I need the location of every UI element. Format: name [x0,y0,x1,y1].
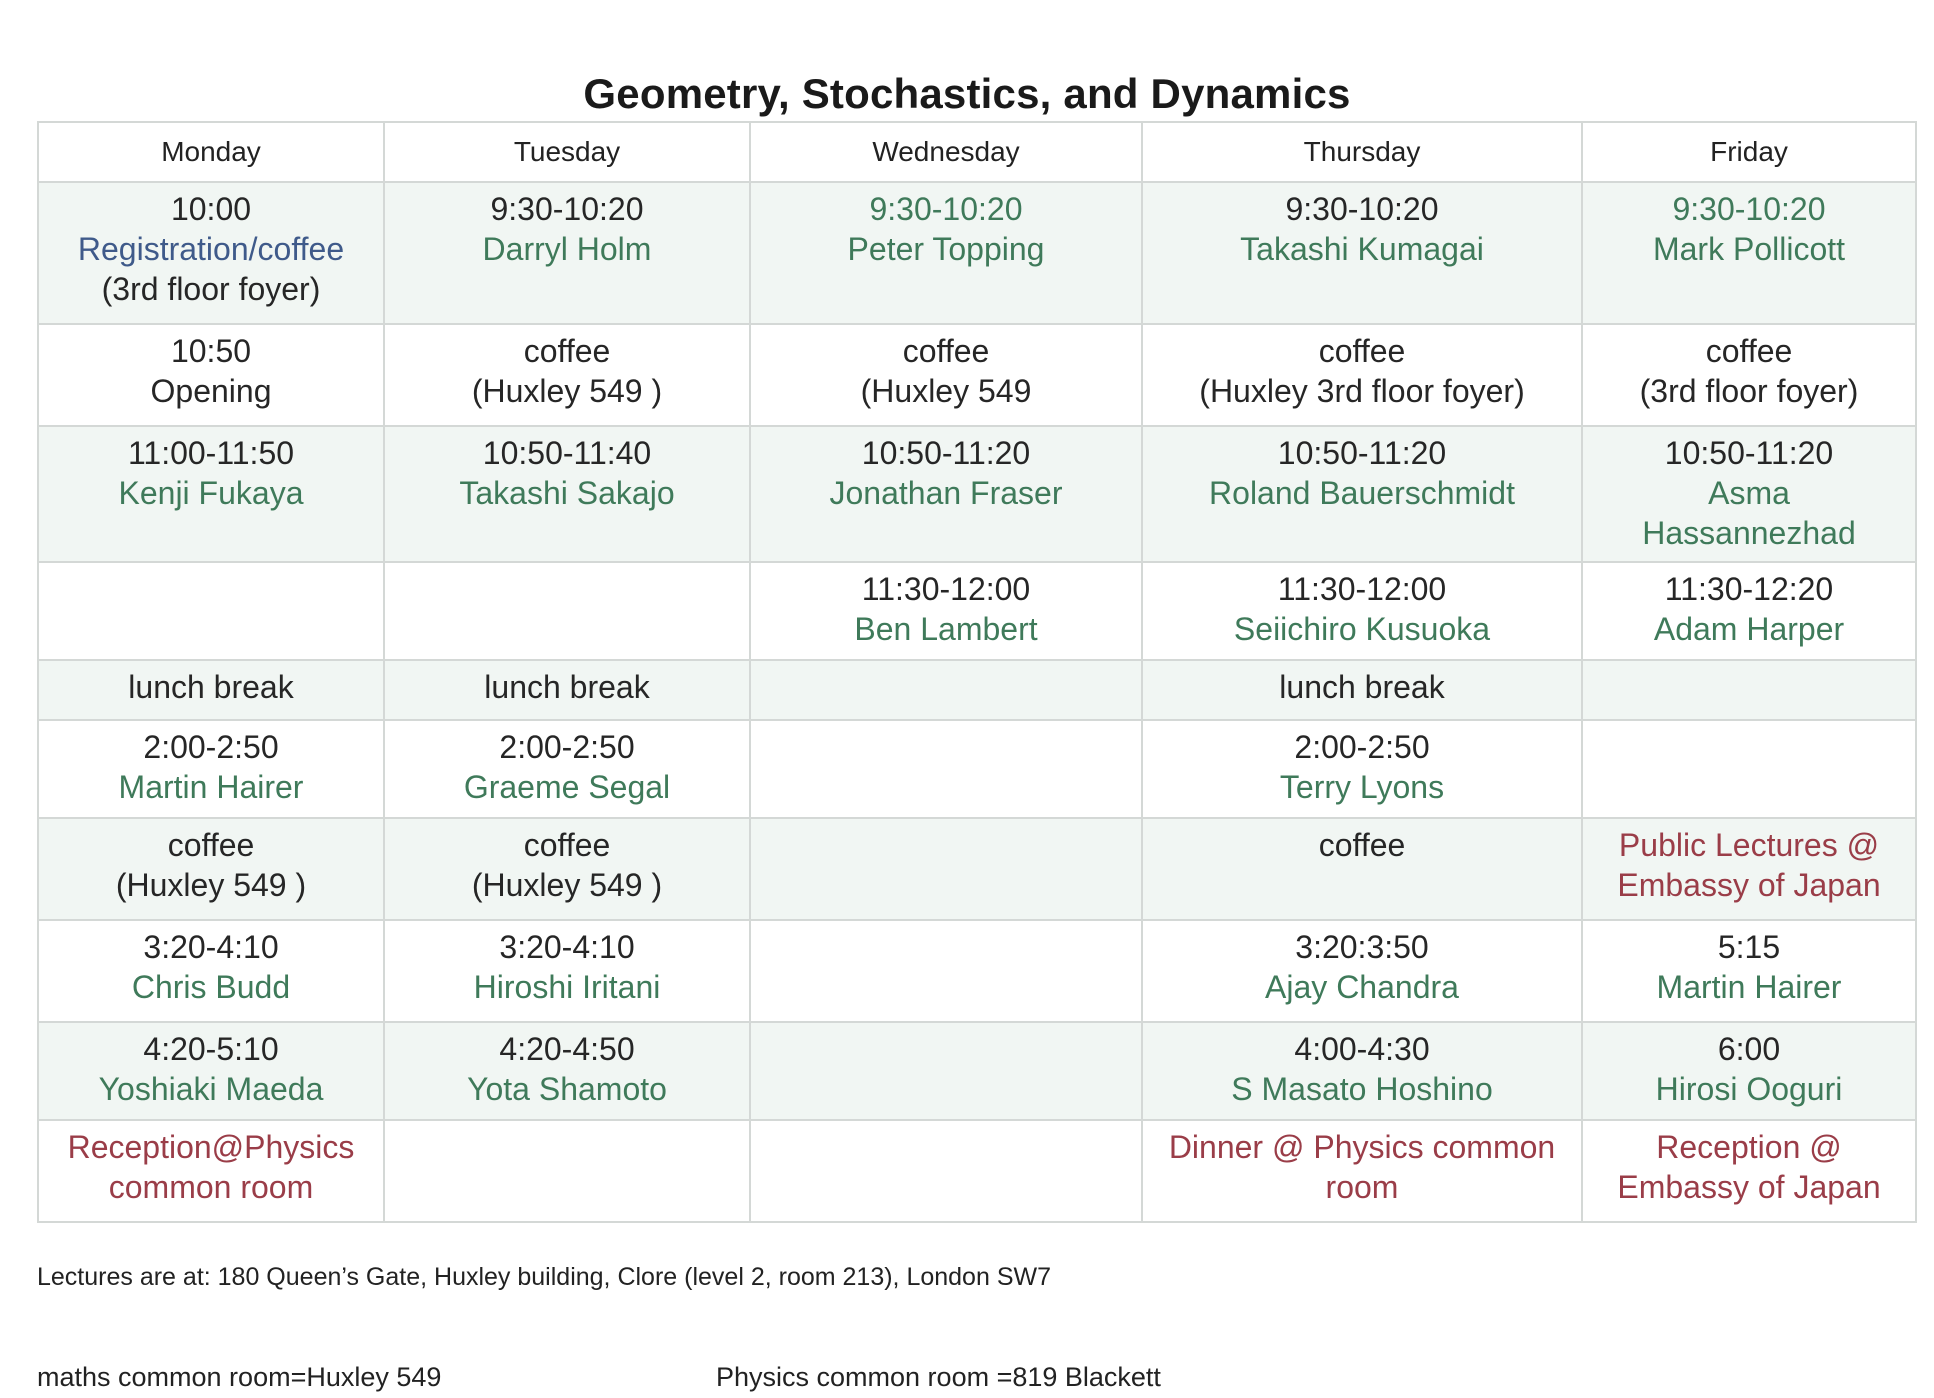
cell-content [1147,325,1577,411]
session-time: 2:00-2:50 [143,729,279,765]
cell-content [43,563,379,569]
schedule-cell-tuesday [384,182,750,324]
schedule-row [38,324,1916,426]
cell-content [755,819,1137,825]
schedule-cell-wednesday [750,660,1142,720]
cell-content [1587,427,1911,553]
schedule-cell-tuesday [384,818,750,920]
session-label: lunch break [484,669,650,705]
day-header-monday: Monday [38,122,384,182]
session-time: 3:20-4:10 [499,929,635,965]
day-header-thursday: Thursday [1142,122,1582,182]
schedule-table [37,121,1917,1223]
session-time: 10:00 [170,191,252,227]
speaker-name: Roland Bauerschmidt [1209,475,1515,511]
schedule-cell-wednesday [750,1120,1142,1222]
event-label: common room [108,1169,314,1205]
session-label: (Huxley 549 ) [471,373,663,409]
speaker-name: Darryl Holm [482,231,652,267]
cell-content [43,921,379,1007]
session-label: (Huxley 549 ) [471,867,663,903]
physics-common-room-note: Physics common room =819 Blackett [716,1362,1161,1392]
cell-content [755,325,1137,411]
cell-content [1587,661,1911,667]
cell-content [1587,721,1911,727]
session-label: (3rd floor foyer) [101,271,321,307]
speaker-name: Adam Harper [1653,611,1845,647]
cell-content [1147,563,1577,649]
cell-content [1587,1023,1911,1109]
cell-content [755,1023,1137,1029]
session-time: 9:30-10:20 [490,191,644,227]
session-label: (3rd floor foyer) [1639,373,1859,409]
cell-content [1147,1023,1577,1109]
schedule-cell-friday [1582,920,1916,1022]
session-label: coffee [523,827,611,863]
schedule-cell-tuesday [384,1022,750,1120]
cell-content [389,819,745,905]
event-label: Reception @ [1656,1129,1842,1165]
session-time: 9:30-10:20 [1285,191,1439,227]
maths-common-room-note: maths common room=Huxley 549 [37,1362,442,1392]
speaker-name: Graeme Segal [463,769,671,805]
cell-content [1147,183,1577,269]
cell-content [389,921,745,1007]
schedule-cell-friday [1582,324,1916,426]
speaker-name: Peter Topping [847,231,1045,267]
day-header-wednesday: Wednesday [750,122,1142,182]
schedule-row [38,920,1916,1022]
schedule-cell-monday [38,182,384,324]
speaker-name: Terry Lyons [1279,769,1445,805]
speaker-name: Mark Pollicott [1652,231,1846,267]
schedule-body [38,182,1916,1222]
cell-content [1587,325,1911,411]
schedule-cell-monday [38,720,384,818]
cell-content [43,1023,379,1109]
cell-content [389,1121,745,1127]
session-label: (Huxley 3rd floor foyer) [1199,373,1525,409]
schedule-row [38,182,1916,324]
schedule-cell-thursday [1142,1120,1582,1222]
cell-content [1587,563,1911,649]
schedule-cell-tuesday [384,660,750,720]
event-label: Embassy of Japan [1617,867,1881,903]
cell-content [755,721,1137,727]
schedule-cell-tuesday [384,562,750,660]
cell-content [1147,1121,1577,1207]
speaker-name: Ajay Chandra [1265,969,1459,1005]
session-time: 10:50-11:20 [861,435,1031,471]
cell-content [389,325,745,411]
event-label: Public Lectures @ [1618,827,1880,863]
schedule-cell-wednesday [750,324,1142,426]
schedule-cell-wednesday [750,818,1142,920]
schedule-cell-wednesday [750,720,1142,818]
event-label: Dinner @ Physics common [1168,1129,1556,1165]
cell-content [389,721,745,807]
speaker-name: Asma [1708,475,1790,511]
session-label: coffee [523,333,611,369]
session-time: 4:20-4:50 [499,1031,635,1067]
schedule-cell-friday [1582,720,1916,818]
schedule-cell-thursday [1142,324,1582,426]
schedule-cell-tuesday [384,1120,750,1222]
cell-content [1587,183,1911,269]
speaker-name: Jonathan Fraser [829,475,1063,511]
schedule-cell-friday [1582,660,1916,720]
cell-content [755,1121,1137,1127]
schedule-row [38,1022,1916,1120]
cell-content [755,427,1137,513]
cell-content [389,183,745,269]
speaker-name: Yota Shamoto [467,1071,667,1107]
cell-content [1147,427,1577,513]
day-header-row [38,122,1916,182]
schedule-cell-friday [1582,1120,1916,1222]
session-label: coffee [1318,333,1406,369]
cell-content [1147,661,1577,707]
session-label: lunch break [128,669,294,705]
cell-content [1147,921,1577,1007]
cell-content [43,427,379,513]
schedule-cell-wednesday [750,182,1142,324]
cell-content [1147,721,1577,807]
session-label: Opening [150,373,272,409]
session-time: 2:00-2:50 [1294,729,1430,765]
session-time: 5:15 [1717,929,1781,965]
schedule-row [38,426,1916,562]
cell-content [755,563,1137,649]
schedule-cell-thursday [1142,1022,1582,1120]
schedule-cell-thursday [1142,182,1582,324]
schedule-cell-thursday [1142,426,1582,562]
speaker-name: Hassannezhad [1642,515,1856,551]
venue-note: Lectures are at: 180 Queen’s Gate, Huxley building, Clore (level 2, room 213), London SW7 [37,1263,1051,1291]
session-label: 10:50 [170,333,252,369]
day-header-tuesday: Tuesday [384,122,750,182]
schedule-cell-friday [1582,1022,1916,1120]
session-time: 11:30-12:20 [1664,571,1834,607]
speaker-name: Kenji Fukaya [118,475,304,511]
session-time: 10:50-11:20 [1277,435,1447,471]
schedule-cell-friday [1582,182,1916,324]
session-time: 4:00-4:30 [1294,1031,1430,1067]
session-time: 10:50-11:20 [1664,435,1834,471]
cell-content [389,563,745,569]
event-label: Reception@Physics [67,1129,355,1165]
session-time: 6:00 [1717,1031,1781,1067]
cell-content [43,661,379,707]
cell-content [1587,1121,1911,1207]
cell-content [43,721,379,807]
schedule-row [38,818,1916,920]
cell-content [1147,819,1577,865]
speaker-name: 9:30-10:20 [1672,191,1826,227]
cell-content [389,427,745,513]
speaker-name: Martin Hairer [118,769,304,805]
schedule-cell-tuesday [384,324,750,426]
cell-content [755,921,1137,927]
session-time: 4:20-5:10 [143,1031,279,1067]
schedule-cell-wednesday [750,426,1142,562]
cell-content [1587,819,1911,905]
speaker-name: Martin Hairer [1656,969,1842,1005]
session-label: Registration/coffee [77,231,345,267]
session-label: (Huxley 549 ) [115,867,307,903]
schedule-cell-friday [1582,818,1916,920]
session-time: 10:50-11:40 [482,435,652,471]
speaker-name: Ben Lambert [854,611,1038,647]
cell-content [755,661,1137,667]
speaker-name: Hiroshi Iritani [473,969,661,1005]
session-time: 11:30-12:00 [1277,571,1447,607]
schedule-row [38,1120,1916,1222]
session-time: 2:00-2:50 [499,729,635,765]
schedule-cell-monday [38,1022,384,1120]
schedule-cell-monday [38,562,384,660]
schedule-cell-thursday [1142,562,1582,660]
cell-content [43,819,379,905]
cell-content [389,661,745,707]
speaker-name: Takashi Kumagai [1240,231,1484,267]
session-time: 11:00-11:50 [127,435,295,471]
speaker-name: S Masato Hoshino [1231,1071,1493,1107]
schedule-row [38,562,1916,660]
schedule-cell-friday [1582,426,1916,562]
event-label: Embassy of Japan [1617,1169,1881,1205]
cell-content [755,183,1137,269]
session-label: coffee [167,827,255,863]
session-time: 3:20:3:50 [1295,929,1429,965]
schedule-cell-friday [1582,562,1916,660]
schedule-row [38,720,1916,818]
session-label: lunch break [1279,669,1445,705]
session-label: coffee [902,333,990,369]
schedule-cell-wednesday [750,562,1142,660]
schedule-cell-tuesday [384,720,750,818]
cell-content [389,1023,745,1109]
cell-content [43,183,379,309]
speaker-name: Yoshiaki Maeda [98,1071,324,1107]
schedule-cell-wednesday [750,920,1142,1022]
event-label: room [1325,1169,1399,1205]
cell-content [43,1121,379,1207]
schedule-cell-monday [38,324,384,426]
session-time: 3:20-4:10 [143,929,279,965]
schedule-title: Geometry, Stochastics, and Dynamics [583,70,1351,117]
schedule-cell-thursday [1142,920,1582,1022]
schedule-row [38,660,1916,720]
schedule-cell-tuesday [384,920,750,1022]
schedule-cell-monday [38,920,384,1022]
speaker-name: Hirosi Ooguri [1655,1071,1843,1107]
speaker-name: Takashi Sakajo [459,475,675,511]
day-header-friday: Friday [1582,122,1916,182]
session-label: coffee [1705,333,1793,369]
session-label: (Huxley 549 [860,373,1032,409]
cell-content [1587,921,1911,1007]
session-time: 11:30-12:00 [861,571,1031,607]
speaker-name: 9:30-10:20 [869,191,1023,227]
schedule-cell-monday [38,426,384,562]
schedule-cell-wednesday [750,1022,1142,1120]
speaker-name: Chris Budd [131,969,291,1005]
schedule-cell-tuesday [384,426,750,562]
schedule-cell-monday [38,1120,384,1222]
schedule-cell-thursday [1142,818,1582,920]
schedule-cell-thursday [1142,720,1582,818]
schedule-cell-monday [38,660,384,720]
cell-content [43,325,379,411]
speaker-name: Seiichiro Kusuoka [1233,611,1491,647]
session-label: coffee [1318,827,1406,863]
schedule-cell-monday [38,818,384,920]
schedule-cell-thursday [1142,660,1582,720]
